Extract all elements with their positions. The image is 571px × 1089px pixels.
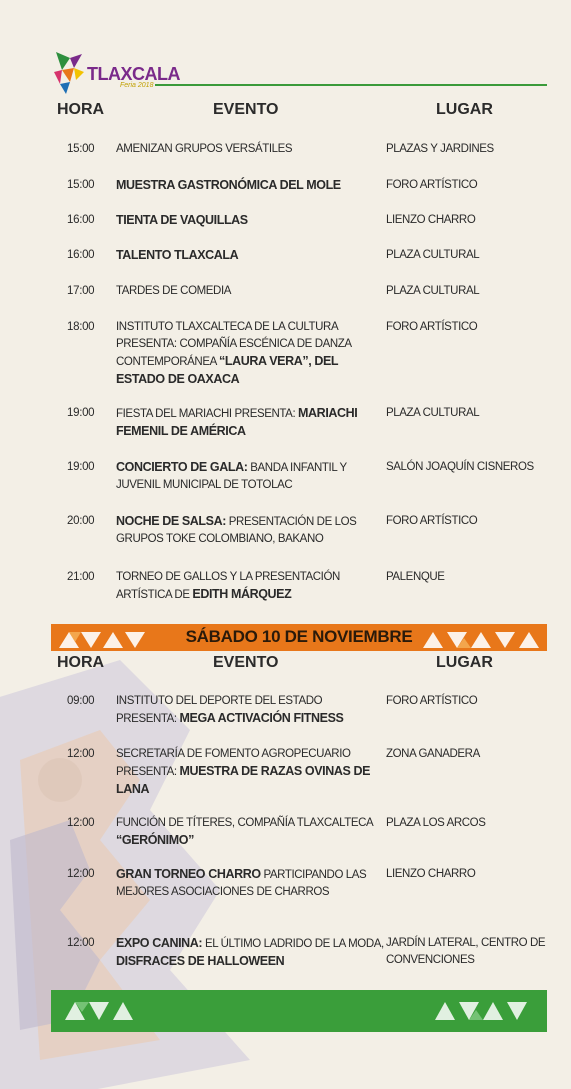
event-place: SALÓN JOAQUÍN CISNEROS [386,461,534,473]
event-place: LIENZO CHARRO [386,214,476,226]
event-description: MUESTRA GASTRONÓMICA DEL MOLE [116,178,341,192]
logo-tagline: Feria 2018 [120,82,154,89]
event-description: GRAN TORNEO CHARRO PARTICIPANDO LAS MEJORES ASOCIACIONES DE CHARROS [116,867,367,898]
column-header-hora: HORA [57,101,105,118]
event-time: 21:00 [67,571,95,583]
event-time: 15:00 [67,179,95,191]
tlaxcala-logo [52,50,182,98]
event-time: 19:00 [67,461,95,473]
event-time: 15:00 [67,143,95,155]
event-description: AMENIZAN GRUPOS VERSÁTILES [116,143,293,155]
event-place: PLAZA LOS ARCOS [386,817,486,829]
column-header-lugar: LUGAR [436,101,493,118]
header-divider [155,84,547,86]
event-place: LIENZO CHARRO [386,868,476,880]
event-time: 12:00 [67,868,95,880]
event-time: 16:00 [67,214,95,226]
event-place: FORO ARTÍSTICO [386,179,478,191]
event-description: INSTITUTO DEL DEPORTE DEL ESTADO PRESENTA: MEGA ACTIVACIÓN FITNESS [116,695,344,725]
event-time: 20:00 [67,515,95,527]
footer-triangle-pattern [51,990,547,1032]
event-description: TARDES DE COMEDIA [116,285,232,297]
event-description: TIENTA DE VAQUILLAS [116,213,248,227]
column-header-evento: EVENTO [213,654,279,671]
event-place: FORO ARTÍSTICO [386,321,478,333]
event-description: CONCIERTO DE GALA: BANDA INFANTIL Y JUVENIL MUNICIPAL DE TOTOLAC [116,460,347,491]
event-description: NOCHE DE SALSA: PRESENTACIÓN DE LOS GRUPOS TOKE COLOMBIANO, BAKANO [116,514,357,545]
footer-band [51,990,547,1032]
event-time: 19:00 [67,407,95,419]
event-time: 12:00 [67,817,95,829]
event-description: INSTITUTO TLAXCALTECA DE LA CULTURA PRESENTA: COMPAÑÍA ESCÉNICA DE DANZA CONTEMPORÁNEA “LAURA VERA”, DEL ESTADO DE OAXACA [116,321,352,386]
event-description: TALENTO TLAXCALA [116,248,239,262]
event-description: TORNEO DE GALLOS Y LA PRESENTACIÓN ARTÍSTICA DE EDITH MÁRQUEZ [116,571,340,601]
banner-title: SÁBADO 10 DE NOVIEMBRE [180,627,419,646]
column-header-evento: EVENTO [213,101,279,118]
logo-icon [52,50,88,96]
event-place: JARDÍN LATERAL, CENTRO DE CONVENCIONES [386,937,546,966]
event-place: ZONA GANADERA [386,748,480,760]
event-description: SECRETARÍA DE FOMENTO AGROPECUARIO PRESENTA: MUESTRA DE RAZAS OVINAS DE LANA [116,748,371,796]
event-time: 12:00 [67,937,95,949]
event-time: 12:00 [67,748,95,760]
event-time: 09:00 [67,695,95,707]
event-place: PLAZA CULTURAL [386,249,480,261]
event-place: FORO ARTÍSTICO [386,515,478,527]
day-banner [51,624,547,651]
event-description: FUNCIÓN DE TÍTERES, COMPAÑÍA TLAXCALTECA “GERÓNIMO” [116,817,373,847]
event-place: PLAZA CULTURAL [386,285,480,297]
column-header-hora: HORA [57,654,105,671]
event-place: PLAZAS Y JARDINES [386,143,494,155]
event-time: 16:00 [67,249,95,261]
column-header-lugar: LUGAR [436,654,493,671]
event-description: EXPO CANINA: EL ÚLTIMO LADRIDO DE LA MODA, DISFRACES DE HALLOWEEN [116,936,384,968]
event-time: 18:00 [67,321,95,333]
event-place: PALENQUE [386,571,445,583]
logo-title: TLAXCALA [87,64,180,84]
event-description: FIESTA DEL MARIACHI PRESENTA: MARIACHI FEMENIL DE AMÉRICA [116,406,358,438]
event-place: FORO ARTÍSTICO [386,695,478,707]
event-place: PLAZA CULTURAL [386,407,480,419]
event-time: 17:00 [67,285,95,297]
